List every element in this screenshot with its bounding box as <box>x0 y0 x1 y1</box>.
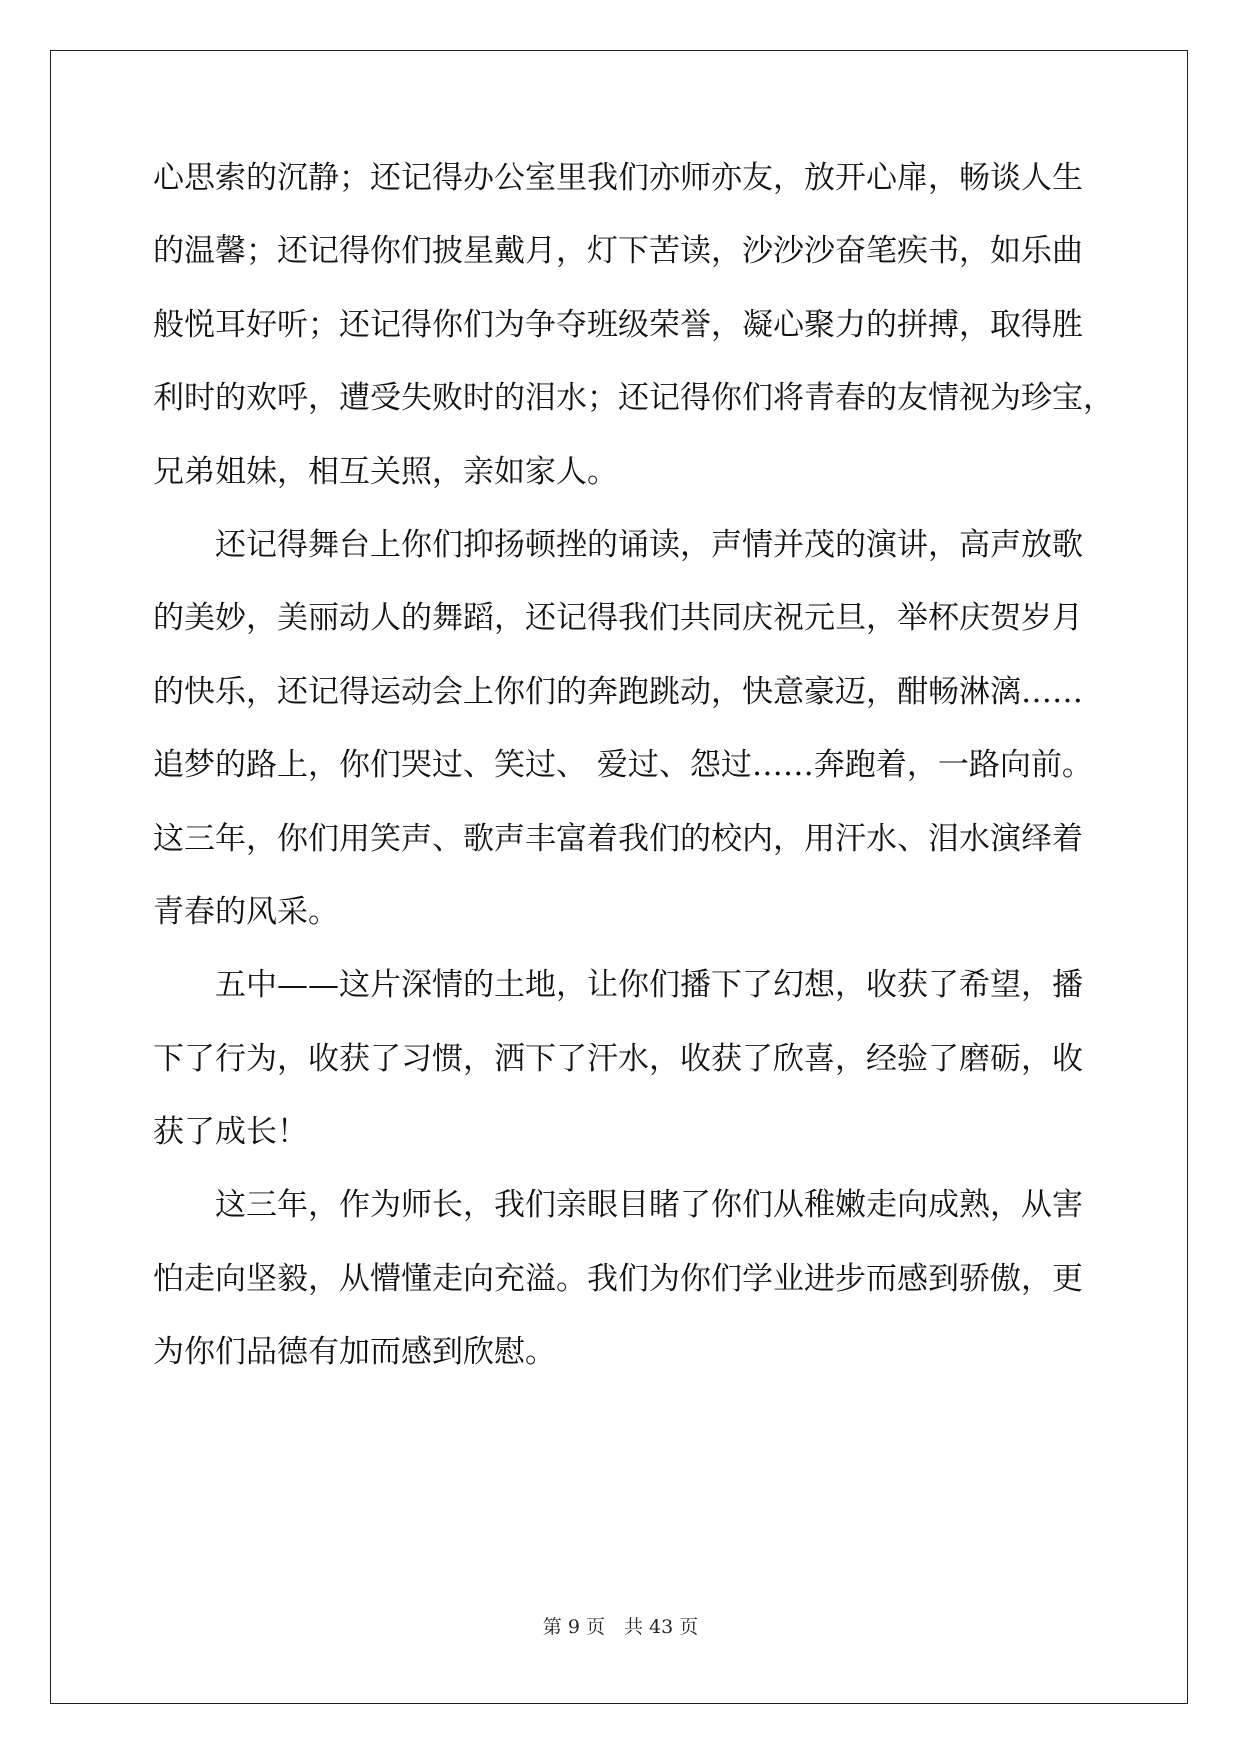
page-number-footer: 第 9 页 共 43 页 <box>542 1616 699 1638</box>
text-line: 青春的风采。 <box>153 893 339 930</box>
text-line: 获了成长！ <box>153 1114 308 1151</box>
text-line: 这三年，你们用笑声、歌声丰富着我们的校内，用汗水、泪水演绎着 <box>153 820 1083 857</box>
text-line: 追梦的路上，你们哭过、笑过、 爱过、怨过……奔跑着，一路向前。 <box>153 747 1093 784</box>
text-line: 为你们品德有加而感到欣慰。 <box>153 1334 556 1371</box>
text-line: 五中——这片深情的土地，让你们播下了幻想，收获了希望，播 <box>153 967 1083 1004</box>
text-line: 怕走向坚毅，从懵懂走向充溢。我们为你们学业进步而感到骄傲，更 <box>153 1260 1083 1297</box>
text-line: 下了行为，收获了习惯，洒下了汗水，收获了欣喜，经验了磨砺，收 <box>153 1040 1083 1077</box>
text-line: 的温馨；还记得你们披星戴月，灯下苦读，沙沙沙奋笔疾书，如乐曲 <box>153 233 1083 270</box>
text-line: 的快乐，还记得运动会上你们的奔跑跳动，快意豪迈，酣畅淋漓…… <box>153 673 1083 710</box>
text-line: 这三年，作为师长，我们亲眼目睹了你们从稚嫩走向成熟，从害 <box>153 1187 1083 1224</box>
text-line: 兄弟姐妹，相互关照，亲如家人。 <box>153 453 618 490</box>
body-text <box>153 160 1114 1408</box>
text-line: 还记得舞台上你们抑扬顿挫的诵读，声情并茂的演讲，高声放歌 <box>153 526 1083 563</box>
text-line: 般悦耳好听；还记得你们为争夺班级荣誉，凝心聚力的拼搏，取得胜 <box>153 306 1083 343</box>
text-line: 的美妙，美丽动人的舞蹈，还记得我们共同庆祝元旦，举杯庆贺岁月 <box>153 600 1083 637</box>
text-line: 心思索的沉静；还记得办公室里我们亦师亦友，放开心扉，畅谈人生 <box>153 160 1083 196</box>
text-line: 利时的欢呼，遭受失败时的泪水；还记得你们将青春的友情视为珍宝， <box>153 380 1114 417</box>
